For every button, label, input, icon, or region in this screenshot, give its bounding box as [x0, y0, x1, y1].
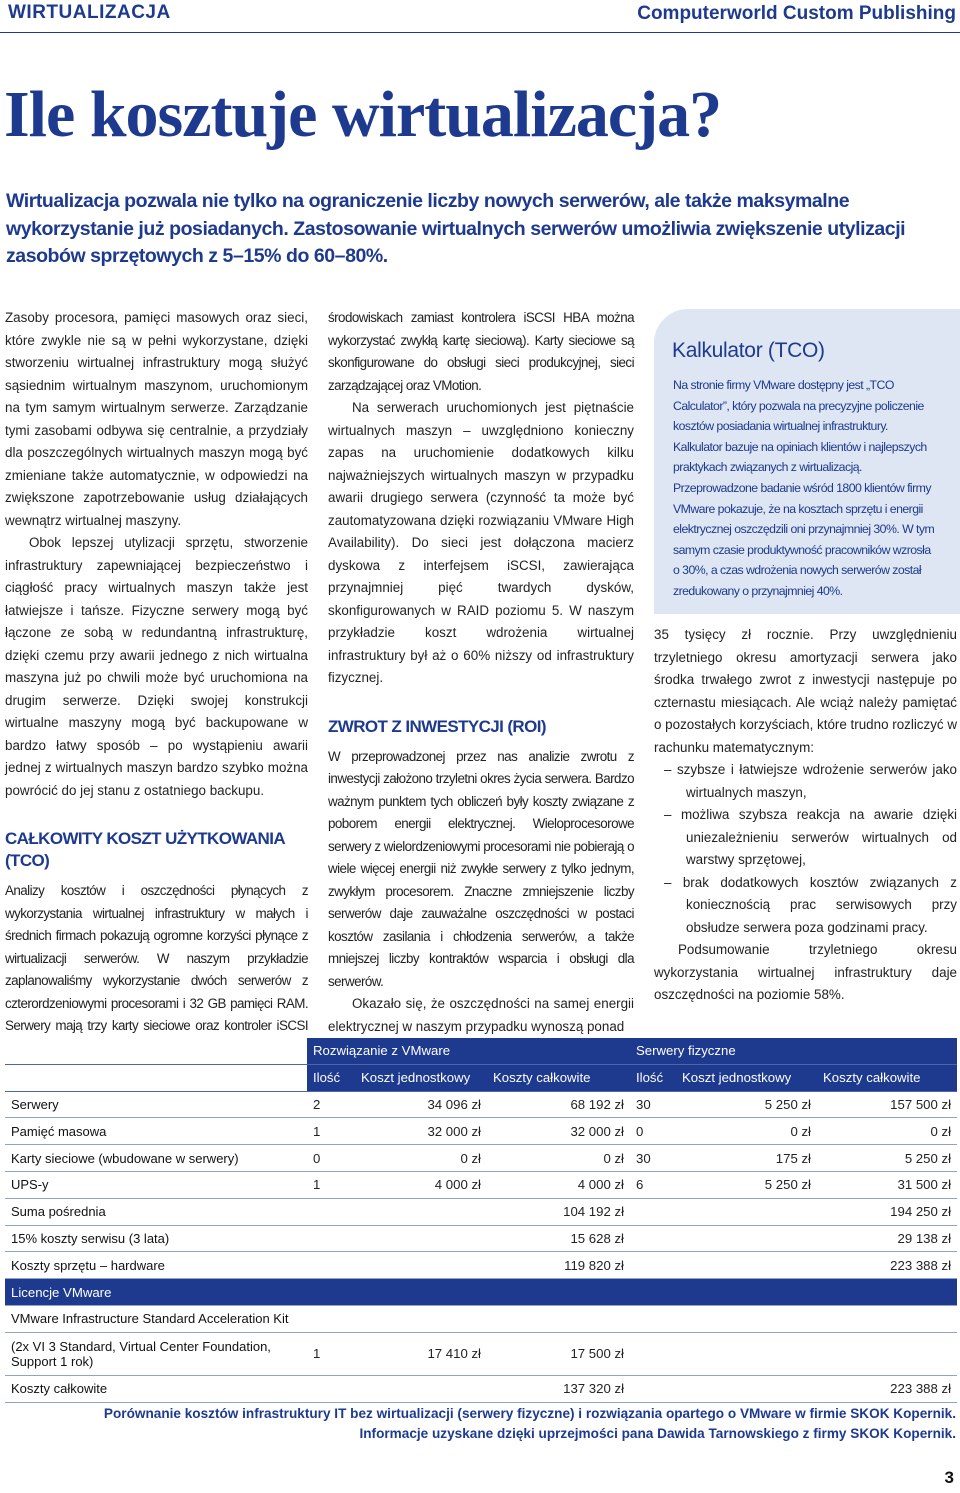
column-header: Ilość [307, 1064, 355, 1091]
group-vmware: Rozwiązanie z VMware [307, 1038, 630, 1064]
table-cell: 4 000 zł [487, 1171, 630, 1198]
column-header: Koszty całkowite [487, 1064, 630, 1091]
table-caption [6, 1404, 956, 1443]
table-cell [307, 1375, 355, 1402]
table-cell: 0 [307, 1145, 355, 1172]
table-cell [307, 1225, 355, 1252]
table-cell: 4 000 zł [355, 1171, 487, 1198]
column-header: Koszty całkowite [817, 1064, 957, 1091]
caption-line-2: Informacje uzyskane dzięki uprzejmości pana Dawida Tarnowskiego z firmy SKOK Kopernik. [359, 1425, 956, 1441]
roi-heading: ZWROT Z INWESTYCJI (ROI) [328, 716, 546, 736]
publisher-label: Computerworld Custom Publishing [637, 3, 956, 24]
table-cell: 30 [630, 1145, 676, 1172]
table-cell: 5 250 zł [676, 1091, 817, 1118]
row-label: Pamięć masowa [5, 1118, 307, 1145]
row-label: UPS-y [5, 1171, 307, 1198]
col1-paragraph-1: Zasoby procesora, pamięci masowych oraz sieci, które zwykle nie są w pełni wykorzystane, dzięki stworzeniu wirtualnej infrastruktury mogą służyć sąsiednim wirtualnym maszynom, uruchomionym na tym samym wirtualnym serwerze. Zarządzanie tymi zasobami odbywa się centralnie, a przydziały dla poszczególnych wirtualnych maszyn mogą być zmieniane także automatycznie, w odpowiedzi na zwiększone zapotrzebowanie usług działających wewnątrz wirtualnej maszyny. [5, 310, 308, 528]
table-cell: 137 320 zł [487, 1375, 630, 1402]
benefits-list [654, 759, 957, 939]
table-cell: 32 000 zł [355, 1118, 487, 1145]
caption-line-1: Porównanie kosztów infrastruktury IT bez wirtualizacji (serwery fizyczne) i rozwiązania opartego o VMware w firmie SKOK Kopernik. [103, 1406, 956, 1421]
col1-paragraph-2: Obok lepszej utylizacji sprzętu, stworzenie infrastruktury zapewniającej bezpieczeństwo i ciągłość pracy wirtualnych maszyn także jest łatwiejsze i tańsze. Fizyczne serwery mogą być łączone ze sobą w redundantną infrastrukturę, dzięki czemu przy awarii jednego z nich wirtualna maszyna już po chwili może być uruchomiona na drugim serwerze. Dzięki swojej konstrukcji wirtualne maszyny mogą być backupowane w bardzo łatwy sposób – po wystąpieniu awarii jednej z wirtualnych maszyn bardzo szybko można powrócić do jej stanu z ostatniego backupu. [5, 535, 308, 798]
col1-paragraph-3: Analizy kosztów i oszczędności płynących z wykorzystania wirtualnej infrastruktury w małych i średnich firmach pokazują ogromne korzyści płynące z wirtualizacji serwerów. W naszym przykładzie zaplanowaliśmy wykorzystanie dwóch serwerów z czterordzeniowymi procesorami i 32 GB pamięci RAM. Serwery mają trzy karty sieciowe oraz kontroler iSCSI [5, 883, 308, 1033]
row-label: VMware Infrastructure Standard Acceleration Kit [5, 1305, 957, 1332]
table-row [5, 1171, 957, 1198]
table-cell [355, 1225, 487, 1252]
table-cell: 15 628 zł [487, 1225, 630, 1252]
column-3 [654, 624, 957, 1007]
table-cell: 17 410 zł [355, 1332, 487, 1375]
section-label: WIRTUALIZACJA [8, 2, 171, 23]
table-cell [676, 1332, 817, 1375]
col2-paragraph-4: Okazało się, że oszczędności na samej energii elektrycznej w naszym przypadku wynoszą ponad [328, 996, 634, 1034]
table-cell [630, 1375, 676, 1402]
table-column-header [5, 1064, 957, 1091]
table-cell: 5 250 zł [676, 1171, 817, 1198]
table-cell: 119 820 zł [487, 1252, 630, 1279]
row-label: Suma pośrednia [5, 1198, 307, 1225]
list-item: – możliwa szybsza reakcja na awarie dzięki uniezależnieniu serwerów wirtualnych od warstwy sprzętowej, [664, 807, 957, 867]
table-group-header [5, 1038, 957, 1064]
table-cell [817, 1332, 957, 1375]
row-label: 15% koszty serwisu (3 lata) [5, 1225, 307, 1252]
table-total-row [5, 1375, 957, 1402]
row-label: Serwery [5, 1091, 307, 1118]
table-cell [307, 1252, 355, 1279]
table-cell [630, 1252, 676, 1279]
section-label-vmware-licenses: Licencje VMware [5, 1279, 307, 1306]
tco-calculator-box [654, 309, 960, 614]
table-row [5, 1091, 957, 1118]
sidebar-paragraph-2: Kalkulator bazuje na opiniach klientów i najlepszych praktykach związanych z wirtualizacją. [673, 439, 927, 475]
header-divider [0, 32, 960, 33]
sidebar-text [673, 375, 935, 602]
column-header: Koszt jednostkowy [676, 1064, 817, 1091]
table-cell: 0 zł [676, 1118, 817, 1145]
sidebar-paragraph-3: Przeprowadzone badanie wśród 1800 klientów firmy VMware pokazuje, że na kosztach sprzętu i energii elektrycznej oszczędzili oni przynajmniej 30%. W tym samym czasie produktywność pracowników wzrosła o 30%, a czas wdrożenia nowych serwerów został zredukowany o przynajmniej 40%. [673, 480, 935, 598]
table-cell [676, 1198, 817, 1225]
sidebar-paragraph-1: Na stronie firmy VMware dostępny jest „TCO Calculator”, który pozwala na precyzyjne policzenie kosztów posiadania wirtualnej infrastruktury. [673, 378, 924, 434]
table-row [5, 1305, 957, 1332]
col3-paragraph-1: 35 tysięcy zł rocznie. Przy uwzględnieniu trzyletniego okresu amortyzacji serwera jako środka trwałego zwrot z inwestycji następuje po czternastu miesiącach. Ale wciąż należy pamiętać o pozostałych korzyściach, które trudno rozliczyć w rachunku matematycznym: [654, 627, 957, 755]
table-cell [630, 1332, 676, 1375]
article-title: Ile kosztuje wirtualizacja? [4, 78, 722, 151]
table-cell: 157 500 zł [817, 1091, 957, 1118]
table-cell: 31 500 zł [817, 1171, 957, 1198]
table-cell: 0 zł [355, 1145, 487, 1172]
tco-heading: CAŁKOWITY KOSZT UŻYTKOWANIA (TCO) [5, 829, 285, 870]
table-cell: 0 zł [817, 1118, 957, 1145]
table-row [5, 1252, 957, 1279]
column-header: Koszt jednostkowy [355, 1064, 487, 1091]
col2-paragraph-1: środowiskach zamiast kontrolera iSCSI HBA można wykorzystać zwykłą kartę sieciową). Karty sieciowe są skonfigurowane do obsługi sieci produkcyjnej, sieci zarządzającej oraz VMotion. [328, 310, 634, 393]
table-cell: 2 [307, 1091, 355, 1118]
table-cell: 0 [630, 1118, 676, 1145]
cost-comparison-table [5, 1038, 957, 1403]
table-cell [307, 1198, 355, 1225]
table-section-row [5, 1279, 957, 1306]
col2-paragraph-2: Na serwerach uruchomionych jest piętnaście wirtualnych maszyn – uwzględniono konieczny zapas na uruchomienie dodatkowych kilku najważniejszych wirtualnych maszyn w przypadku awarii drugiego serwera (czynność ta może być zautomatyzowana dzięki rozwiązaniu VMware High Availability). Do sieci jest dołączona macierz dyskowa z interfejsem iSCSI, zawierająca przynajmniej pięć twardych dysków, skonfigurowanych w RAID poziomu 5. W naszym przykładzie koszt wdrożenia wirtualnej infrastruktury był aż o 60% niższy od infrastruktury fizycznej. [328, 400, 634, 685]
table-cell: 17 500 zł [487, 1332, 630, 1375]
table-row [5, 1332, 957, 1375]
table-cell [355, 1198, 487, 1225]
row-label: Karty sieciowe (wbudowane w serwery) [5, 1145, 307, 1172]
table-cell: 6 [630, 1171, 676, 1198]
table-row [5, 1198, 957, 1225]
table-cell: 30 [630, 1091, 676, 1118]
table-cell [630, 1198, 676, 1225]
table-cell [355, 1252, 487, 1279]
table-cell: 104 192 zł [487, 1198, 630, 1225]
article-lead: Wirtualizacja pozwala nie tylko na ograniczenie liczby nowych serwerów, ale także maksymalne wykorzystanie już posiadanych. Zastosowanie wirtualnych serwerów umożliwia zwiększenie utylizacji zasobów sprzętowych z 5–15% do 60–80%. [6, 190, 906, 267]
table-cell: 0 zł [487, 1145, 630, 1172]
col3-paragraph-2: Podsumowanie trzyletniego okresu wykorzystania wirtualnej infrastruktury daje oszczędności na poziomie 58%. [654, 942, 957, 1002]
table-cell: 1 [307, 1171, 355, 1198]
group-physical: Serwery fizyczne [630, 1038, 957, 1064]
table-row [5, 1145, 957, 1172]
page-number: 3 [944, 1468, 954, 1487]
row-label: (2x VI 3 Standard, Virtual Center Foundation, Support 1 rok) [5, 1332, 307, 1375]
table-cell: 29 138 zł [817, 1225, 957, 1252]
table-cell [630, 1225, 676, 1252]
row-label: Koszty sprzętu – hardware [5, 1252, 307, 1279]
table-cell: 223 388 zł [817, 1252, 957, 1279]
column-header: Ilość [630, 1064, 676, 1091]
table-cell: 194 250 zł [817, 1198, 957, 1225]
column-2 [328, 307, 634, 1038]
list-item: – brak dodatkowych kosztów związanych z koniecznością prac serwisowych przy obsłudze serwera poza godzinami pracy. [664, 874, 957, 935]
table-cell: 175 zł [676, 1145, 817, 1172]
table-cell: 1 [307, 1332, 355, 1375]
table-cell [676, 1375, 817, 1402]
row-label: Koszty całkowite [5, 1375, 307, 1402]
table-cell [355, 1375, 487, 1402]
table-row [5, 1225, 957, 1252]
table-cell: 68 192 zł [487, 1091, 630, 1118]
table-cell: 223 388 zł [817, 1375, 957, 1402]
table-cell [676, 1252, 817, 1279]
table-cell [676, 1225, 817, 1252]
column-1 [5, 307, 308, 1060]
table-cell: 5 250 zł [817, 1145, 957, 1172]
table-row [5, 1118, 957, 1145]
table-cell: 34 096 zł [355, 1091, 487, 1118]
col2-paragraph-3: W przeprowadzonej przez nas analizie zwrotu z inwestycji założono trzyletni okres życia serwera. Bardzo ważnym punktem tych obliczeń były koszty związane z poborem energii elektrycznej. Wieloprocesorowe serwery z wielordzeniowymi procesorami nie pobierają o wiele więcej energii niż zwykłe serwery z tylko jednym, zwykłym procesorem. Znaczne zmniejszenie liczby serwerów daje zauważalne oszczędności w postaci kosztów zasilania i chłodzenia serwerów, a także mniejszej liczby kontraktów wsparcia i obsługi dla serwerów. [328, 748, 634, 989]
list-item: – szybsze i łatwiejsze wdrożenie serwerów jako wirtualnych maszyn, [664, 762, 957, 800]
sidebar-title: Kalkulator (TCO) [672, 339, 825, 362]
table-cell: 1 [307, 1118, 355, 1145]
table-cell: 32 000 zł [487, 1118, 630, 1145]
